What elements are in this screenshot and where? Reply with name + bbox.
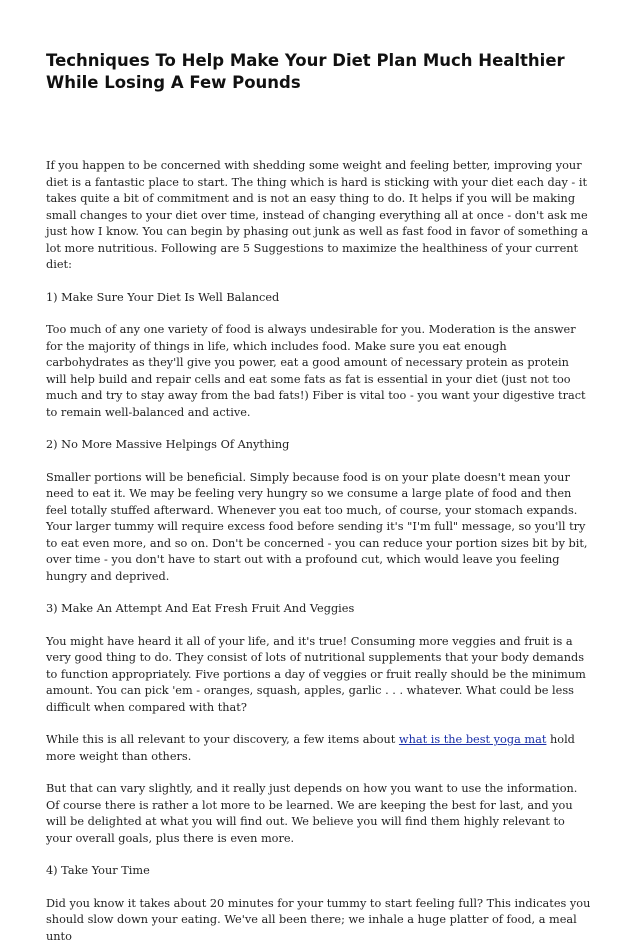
link-paragraph-text-after: hold more weight than others. <box>46 733 575 763</box>
yoga-mat-link[interactable]: what is the best yoga mat <box>399 733 546 746</box>
section-heading-4: 4) Take Your Time <box>46 863 592 880</box>
document-title: Techniques To Help Make Your Diet Plan Much Healthier While Losing A Few Pounds <box>46 50 592 94</box>
link-paragraph <box>46 732 592 765</box>
section-heading-3: 3) Make An Attempt And Eat Fresh Fruit And Veggies <box>46 601 592 618</box>
section-2-paragraph: Smaller portions will be beneficial. Simply because food is on your plate doesn't mean your need to eat it. We may be feeling very hungry so we consume a large plate of food and then feel totally stuffed afterward. Whenever you eat too much, of course, your stomach expands. Your larger tummy will require excess food before sending it's "I'm full" message, so you'll try to eat even more, and so on. Don't be concerned - you can reduce your portion sizes bit by bit, over time - you don't have to start out with a profound cut, which would leave you feeling hungry and deprived. <box>46 470 592 586</box>
section-heading-1: 1) Make Sure Your Diet Is Well Balanced <box>46 290 592 307</box>
section-heading-2: 2) No More Massive Helpings Of Anything <box>46 437 592 454</box>
link-paragraph-text-before: While this is all relevant to your discovery, a few items about <box>46 733 399 746</box>
intro-paragraph: If you happen to be concerned with shedding some weight and feeling better, improving your diet is a fantastic place to start. The thing which is hard is sticking with your diet each day - it takes quite a bit of commitment and is not an easy thing to do. It helps if you will be making small changes to your diet over time, instead of changing everything all at once - don't ask me just how I know. You can begin by phasing out junk as well as fast food in favor of something a lot more nutritious. Following are 5 Suggestions to maximize the healthiness of your current diet: <box>46 158 592 274</box>
section-1-paragraph: Too much of any one variety of food is always undesirable for you. Moderation is the answer for the majority of things in life, which includes food. Make sure you eat enough carbohydrates as they'll give you power, eat a good amount of necessary protein as protein will help build and repair cells and eat some fats as fat is essential in your diet (just not too much and try to stay away from the bad fats!) Fiber is vital too - you want your digestive tract to remain well-balanced and active. <box>46 322 592 421</box>
section-4-paragraph: Did you know it takes about 20 minutes for your tummy to start feeling full? This indicates you should slow down your eating. We've all been there; we inhale a huge platter of food, a meal unto <box>46 896 592 945</box>
document-body <box>46 158 592 945</box>
section-3-paragraph: You might have heard it all of your life, and it's true! Consuming more veggies and fruit is a very good thing to do. They consist of lots of nutritional supplements that your body demands to function appropriately. Five portions a day of veggies or fruit really should be the minimum amount. You can pick 'em - oranges, squash, apples, garlic . . . whatever. What could be less difficult when compared with that? <box>46 634 592 717</box>
continuation-paragraph: But that can vary slightly, and it really just depends on how you want to use the information. Of course there is rather a lot more to be learned. We are keeping the best for last, and you will be delighted at what you will find out. We believe you will find them highly relevant to your overall goals, plus there is even more. <box>46 781 592 847</box>
